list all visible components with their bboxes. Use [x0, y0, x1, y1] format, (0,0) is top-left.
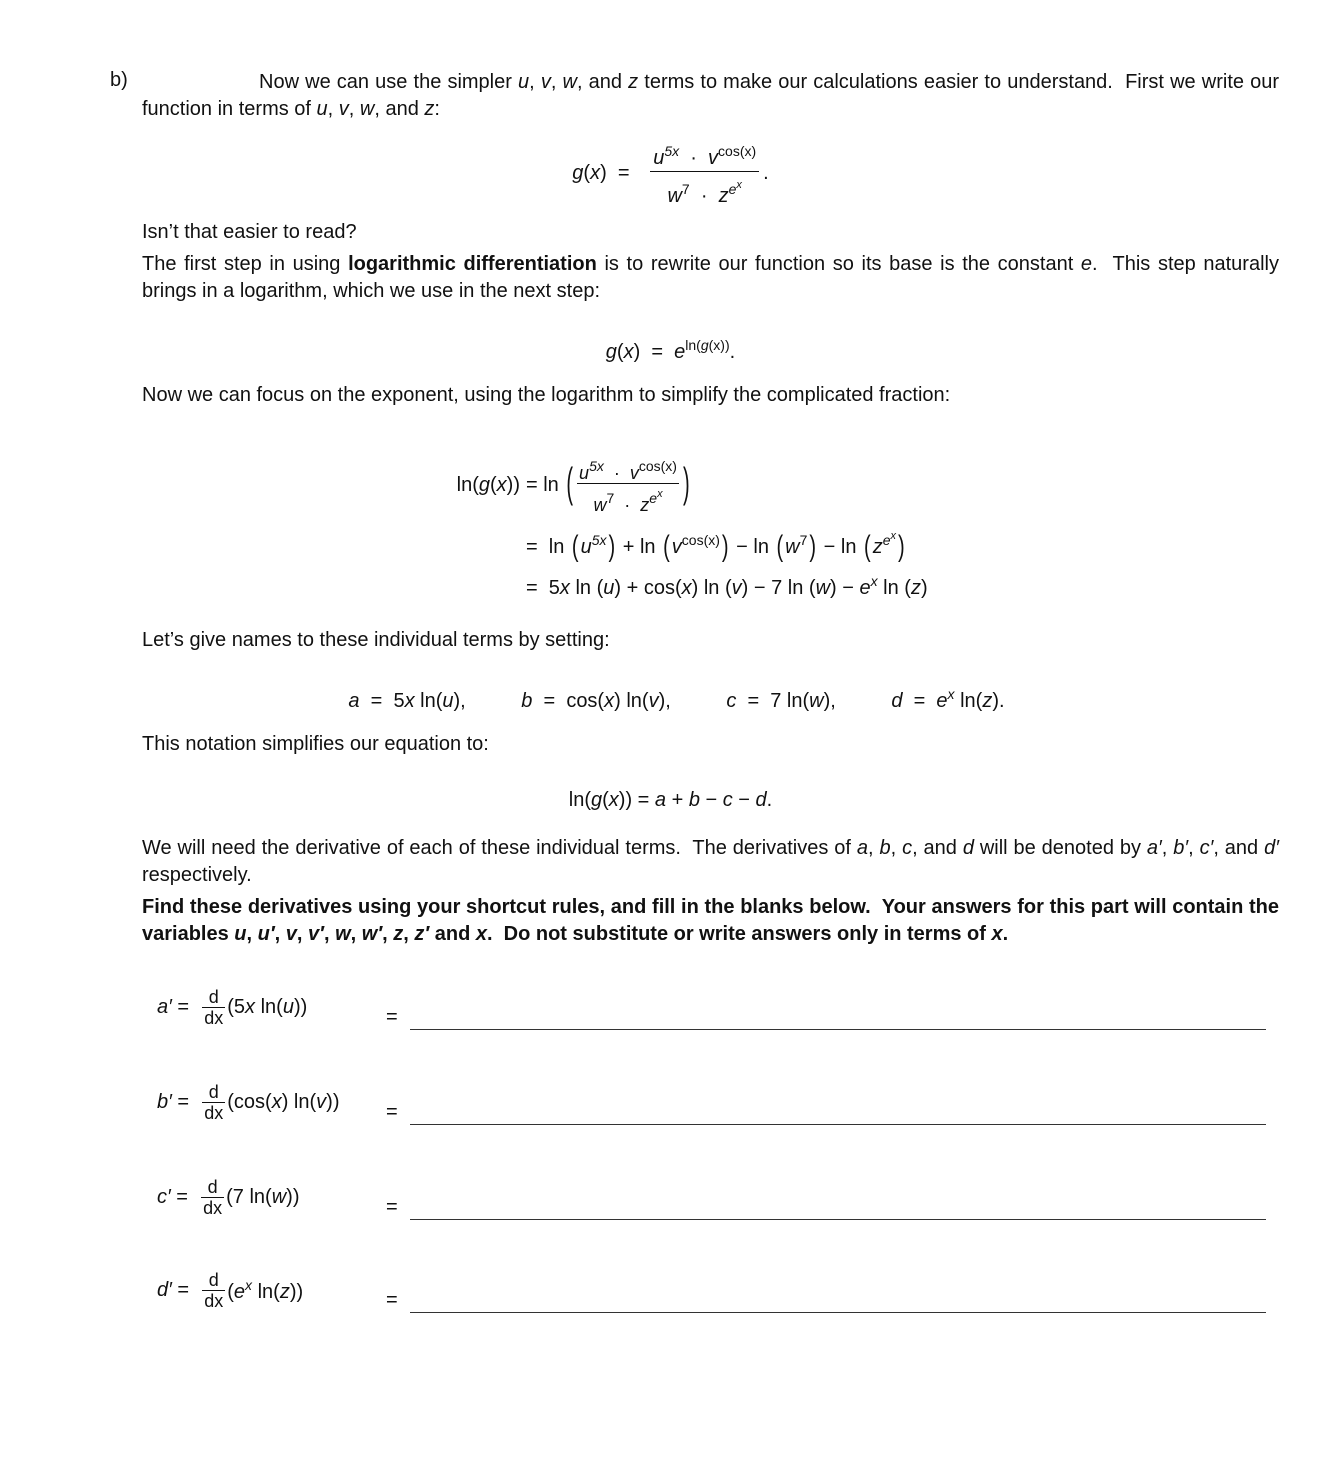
text-segment: x	[991, 923, 1003, 945]
text-segment: ) + cos(	[614, 577, 682, 599]
text-segment: (	[227, 1281, 234, 1303]
text-segment: ,	[1161, 837, 1174, 859]
text-segment: ) ln(	[281, 1091, 317, 1113]
text-segment: e	[728, 181, 737, 197]
instructions-paragraph	[142, 894, 1285, 948]
paren: (	[776, 530, 784, 564]
text-segment: v	[540, 71, 551, 93]
text-segment: e	[649, 490, 658, 506]
text-segment: x	[736, 179, 742, 191]
text-segment: d′	[157, 1279, 172, 1301]
text-segment: The first step in using	[142, 253, 349, 275]
text-segment: v	[671, 536, 682, 558]
text-segment: u	[580, 536, 592, 558]
text-segment: respectively.	[142, 837, 1285, 886]
text-segment: x	[496, 474, 507, 496]
text-segment: x	[608, 789, 619, 811]
text-segment: ),	[453, 690, 466, 712]
fraction	[650, 140, 759, 207]
text-segment: ) =	[600, 161, 641, 184]
text-segment: u	[653, 147, 665, 169]
text-segment: ,	[274, 923, 286, 945]
intro-paragraph	[142, 69, 1285, 123]
log-diff-paragraph	[142, 251, 1285, 305]
text-segment: e	[674, 341, 686, 363]
text-segment: v	[338, 98, 349, 120]
text-segment: We will need the derivative of each of these individual terms. The derivatives of	[142, 837, 857, 859]
numerator	[650, 140, 759, 172]
text-segment: ,	[1188, 837, 1200, 859]
d-dx-operator	[201, 1177, 224, 1218]
text-segment: u	[234, 923, 247, 945]
text-segment: z	[982, 690, 993, 712]
text-segment: ,	[550, 71, 563, 93]
text-segment: ),	[658, 690, 671, 712]
text-segment: 7	[681, 181, 690, 197]
derivative-argument	[227, 1091, 339, 1113]
left-paren: (	[566, 461, 574, 508]
text-segment: ),	[823, 690, 836, 712]
text-segment: = ln	[526, 536, 570, 558]
derivative-expression	[157, 987, 307, 1028]
text-segment: (7 ln(	[226, 1186, 272, 1208]
paren: (	[571, 530, 579, 564]
text-segment: g	[700, 337, 709, 353]
text-segment: , and	[374, 98, 425, 120]
text-segment: v	[285, 923, 297, 945]
text-segment: ,	[327, 98, 339, 120]
text-segment: x	[947, 686, 955, 702]
text-segment: v	[731, 577, 742, 599]
denominator	[650, 172, 759, 207]
text-segment: u	[518, 71, 530, 93]
text-segment: z	[718, 185, 729, 207]
d-numerator: d	[202, 1270, 225, 1291]
dx-denominator: dx	[204, 1008, 224, 1028]
aligned-line-2	[526, 530, 907, 564]
text-segment: ,	[890, 837, 903, 859]
answer-blank-4[interactable]	[410, 1286, 1266, 1313]
text-segment: ))	[289, 1281, 304, 1303]
derivative-name	[157, 1186, 194, 1208]
text-segment: d′	[1264, 837, 1279, 859]
text-segment: u	[579, 463, 590, 483]
exponent-paragraph	[142, 382, 1279, 409]
text-segment: cos(x)	[718, 143, 757, 159]
text-segment: Find these derivatives using your shortcut rules, and fill in the blanks below. Your answers for this part will contain the variables	[142, 896, 1285, 945]
text-segment: x	[271, 1091, 282, 1113]
text-segment: = 7 ln(	[736, 690, 810, 712]
text-segment: v′	[308, 923, 324, 945]
text-segment: b′	[157, 1091, 172, 1113]
text-segment: ln(	[568, 789, 591, 811]
notation-paragraph	[142, 731, 1279, 758]
text-segment: a′	[157, 996, 172, 1018]
text-segment: w	[809, 690, 824, 712]
text-segment: ln(	[414, 690, 443, 712]
text-segment: z	[872, 536, 883, 558]
text-segment: d	[962, 837, 974, 859]
text-segment: =	[171, 996, 195, 1018]
equals-sign: =	[386, 1006, 398, 1028]
paren: )	[897, 530, 905, 564]
text-segment: w	[271, 1186, 287, 1208]
text-segment: e	[859, 577, 871, 599]
text-segment: Isn’t that easier to read?	[142, 221, 357, 243]
text-segment: z	[279, 1281, 290, 1303]
text-segment: z	[628, 71, 639, 93]
easier-text	[142, 219, 1279, 246]
text-segment: d	[891, 690, 903, 712]
period: .	[763, 161, 769, 184]
aligned-lhs	[457, 474, 520, 497]
text-segment: 7	[606, 490, 615, 506]
derivative-name	[157, 1279, 195, 1301]
paren: )	[721, 530, 729, 564]
d-dx-operator	[202, 1270, 225, 1311]
text-segment: x	[681, 577, 692, 599]
text-segment: ,	[296, 923, 309, 945]
text-segment: u	[603, 577, 615, 599]
paren: (	[663, 530, 670, 564]
text-segment: 7	[799, 532, 808, 548]
text-segment: ) ln(	[614, 690, 649, 712]
text-segment: a	[856, 837, 868, 859]
text-segment: ) − 7 ln (	[741, 577, 816, 599]
d-dx-operator	[202, 1082, 225, 1123]
text-segment: ln(	[456, 474, 479, 496]
text-segment: ·	[614, 495, 641, 515]
text-segment: ln(	[252, 1281, 280, 1303]
text-segment: ) ln (	[691, 577, 732, 599]
text-segment: =	[171, 1279, 195, 1301]
text-segment: ·	[689, 185, 719, 207]
text-segment: . This step naturally brings in a logarithm, which we use in the next step:	[142, 253, 1285, 302]
text-segment: ln(	[685, 337, 701, 353]
text-segment: Now we can use the simpler	[259, 71, 519, 93]
text-segment: terms to make our calculations easier to understand. First we write our function in terms of	[142, 71, 1285, 120]
text-segment: 5x	[589, 458, 604, 474]
text-segment: logarithmic differentiation	[348, 253, 597, 275]
denominator	[577, 484, 679, 515]
text-segment: ))	[286, 1186, 300, 1208]
text-segment: w	[359, 98, 375, 120]
definition-b	[521, 690, 671, 712]
d-dx-operator	[202, 987, 225, 1028]
text-segment: a	[654, 789, 667, 811]
text-segment: =	[170, 1186, 194, 1208]
text-segment: ,	[350, 923, 362, 945]
text-segment: . Do not substitute or write answers only in terms of	[486, 923, 992, 945]
text-segment: v	[629, 463, 639, 483]
text-segment: a′	[1146, 837, 1162, 859]
equals-sign: =	[386, 1196, 398, 1218]
text-segment: , and	[576, 71, 629, 93]
definitions-line	[6, 686, 1341, 713]
text-segment: c	[722, 789, 733, 811]
derivative-expression	[157, 1082, 339, 1123]
text-segment: ) =	[633, 341, 675, 363]
text-segment: −	[699, 789, 723, 811]
text-segment: g	[572, 161, 584, 184]
text-segment: is to rewrite our function so its base is the constant	[596, 253, 1081, 275]
definition-a	[348, 690, 465, 712]
text-segment: e	[882, 532, 891, 548]
text-segment: )	[920, 577, 928, 599]
text-segment: x	[590, 161, 601, 184]
text-segment: ))	[506, 474, 520, 496]
derivative-expression	[157, 1270, 303, 1311]
text-segment: =	[171, 1091, 195, 1113]
text-segment: g	[605, 341, 617, 363]
derivative-expression	[157, 1177, 299, 1218]
text-segment: e	[233, 1281, 246, 1303]
equation-g-fraction	[0, 140, 1341, 207]
d-numerator: d	[202, 1082, 225, 1103]
text-segment: = 5	[526, 577, 560, 599]
ln-text: = ln	[526, 473, 559, 496]
text-segment: u	[442, 690, 454, 712]
text-segment: ,	[246, 923, 258, 945]
text-segment: .	[729, 341, 736, 363]
text-segment: w	[785, 536, 800, 558]
text-segment: ).	[992, 690, 1005, 712]
names-paragraph	[142, 627, 1279, 654]
text-segment: (5	[227, 996, 246, 1018]
derivative-name	[157, 996, 195, 1018]
text-segment: u′	[257, 923, 275, 945]
paren: (	[864, 530, 871, 564]
text-segment: will be denoted by	[973, 837, 1147, 859]
answer-blank-3[interactable]	[410, 1193, 1266, 1220]
text-segment: ln(	[255, 996, 283, 1018]
text-segment: Now we can focus on the exponent, using the logarithm to simplify the complicated fraction:	[142, 384, 951, 406]
paren: )	[608, 530, 616, 564]
derivative-argument	[227, 1277, 304, 1303]
text-segment: z	[424, 98, 435, 120]
text-segment: − ln	[818, 536, 863, 558]
paren: )	[809, 530, 817, 564]
text-segment: b	[521, 690, 533, 712]
derivative-argument	[227, 996, 307, 1018]
text-segment: (cos(	[227, 1091, 272, 1113]
text-segment: Let’s give names to these individual terms by setting:	[142, 629, 610, 651]
text-segment: u	[282, 996, 294, 1018]
text-segment: , and	[912, 837, 963, 859]
text-segment: g	[478, 474, 490, 496]
text-segment: c′	[157, 1186, 171, 1208]
text-segment: ,	[529, 71, 541, 93]
text-segment: ln (	[569, 577, 604, 599]
text-segment: w	[593, 495, 607, 515]
text-segment: (	[583, 161, 591, 184]
text-segment: ·	[679, 147, 709, 169]
text-segment: ,	[382, 923, 394, 945]
text-segment: ) −	[830, 577, 860, 599]
text-segment: v	[316, 1091, 327, 1113]
definition-d	[891, 686, 1005, 712]
text-segment: = 5	[359, 690, 405, 712]
text-segment: 5x	[591, 532, 607, 548]
text-segment: x	[559, 577, 570, 599]
text-segment: x	[475, 923, 487, 945]
text-segment: c	[726, 690, 737, 712]
answer-blank-2[interactable]	[410, 1098, 1266, 1125]
text-segment: +	[666, 789, 689, 811]
text-segment: This notation simplifies our equation to:	[142, 733, 489, 755]
equals-sign: =	[386, 1289, 398, 1311]
text-segment: z	[910, 577, 921, 599]
derivatives-paragraph	[142, 835, 1285, 889]
text-segment: cos(x)	[638, 458, 677, 474]
text-segment: a	[348, 690, 360, 712]
text-segment: c	[902, 837, 913, 859]
text-segment: and	[429, 923, 476, 945]
text-segment: b	[688, 789, 700, 811]
text-segment: .	[766, 789, 773, 811]
text-segment: .	[1002, 923, 1009, 945]
text-segment: x	[623, 341, 634, 363]
equation-lhs	[572, 162, 640, 184]
text-segment: v	[708, 147, 719, 169]
aligned-line-3	[526, 573, 928, 600]
text-segment: ,	[868, 837, 880, 859]
d-numerator: d	[201, 1177, 224, 1198]
text-segment: ·	[603, 463, 630, 483]
text-segment: w′	[361, 923, 383, 945]
text-segment: w	[335, 923, 351, 945]
equals-sign: =	[386, 1101, 398, 1123]
text-segment: c′	[1199, 837, 1214, 859]
text-segment: b′	[1173, 837, 1189, 859]
text-segment: −	[732, 789, 756, 811]
text-segment: x	[890, 530, 896, 542]
text-segment: (	[616, 341, 624, 363]
text-segment: x	[657, 488, 663, 500]
text-segment: ,	[323, 923, 336, 945]
text-segment: u	[316, 98, 328, 120]
text-segment: )) =	[618, 789, 655, 811]
text-segment: e	[1080, 253, 1093, 275]
equation-sum	[0, 789, 1341, 812]
text-segment: ln(	[954, 690, 983, 712]
text-segment: (	[490, 474, 497, 496]
text-segment: x	[245, 1277, 253, 1293]
text-segment: =	[902, 690, 937, 712]
dx-denominator: dx	[204, 1291, 224, 1311]
text-segment: ,	[403, 923, 415, 945]
text-segment: w	[667, 185, 682, 207]
text-segment: (x))	[708, 337, 730, 353]
text-segment: z′	[414, 923, 430, 945]
text-segment: cos(x)	[681, 532, 720, 548]
derivative-argument	[226, 1186, 299, 1208]
right-paren: )	[682, 461, 690, 508]
text-segment: − ln	[730, 536, 775, 558]
equation-exponential	[0, 337, 1341, 364]
text-segment: ,	[348, 98, 360, 120]
fraction	[577, 456, 679, 515]
text-segment: = cos(	[532, 690, 605, 712]
text-segment: v	[648, 690, 659, 712]
text-segment: (	[602, 789, 609, 811]
text-segment: 5x	[664, 143, 680, 159]
text-segment: w	[562, 71, 577, 93]
numerator	[577, 456, 679, 484]
text-segment: x	[870, 573, 878, 589]
dx-denominator: dx	[203, 1198, 223, 1218]
derivative-name	[157, 1091, 195, 1113]
aligned-line-1	[526, 456, 692, 515]
text-segment: x	[604, 690, 615, 712]
text-segment: , and	[1213, 837, 1265, 859]
text-segment: b	[879, 837, 891, 859]
dx-denominator: dx	[204, 1103, 224, 1123]
definition-c	[726, 690, 835, 712]
text-segment: x	[404, 690, 415, 712]
text-segment: g	[590, 789, 603, 811]
text-segment: ))	[293, 996, 308, 1018]
text-segment: :	[434, 98, 440, 120]
d-numerator: d	[202, 987, 225, 1008]
text-segment: ))	[326, 1091, 340, 1113]
text-segment: z	[393, 923, 404, 945]
text-segment: x	[245, 996, 256, 1018]
text-segment: ln (	[877, 577, 911, 599]
text-segment: + ln	[617, 536, 662, 558]
text-segment: z	[640, 495, 650, 515]
answer-blank-1[interactable]	[410, 1003, 1266, 1030]
text-segment: w	[815, 577, 831, 599]
text-segment: d	[755, 789, 767, 811]
text-segment: e	[936, 690, 948, 712]
part-label: b)	[110, 69, 128, 91]
